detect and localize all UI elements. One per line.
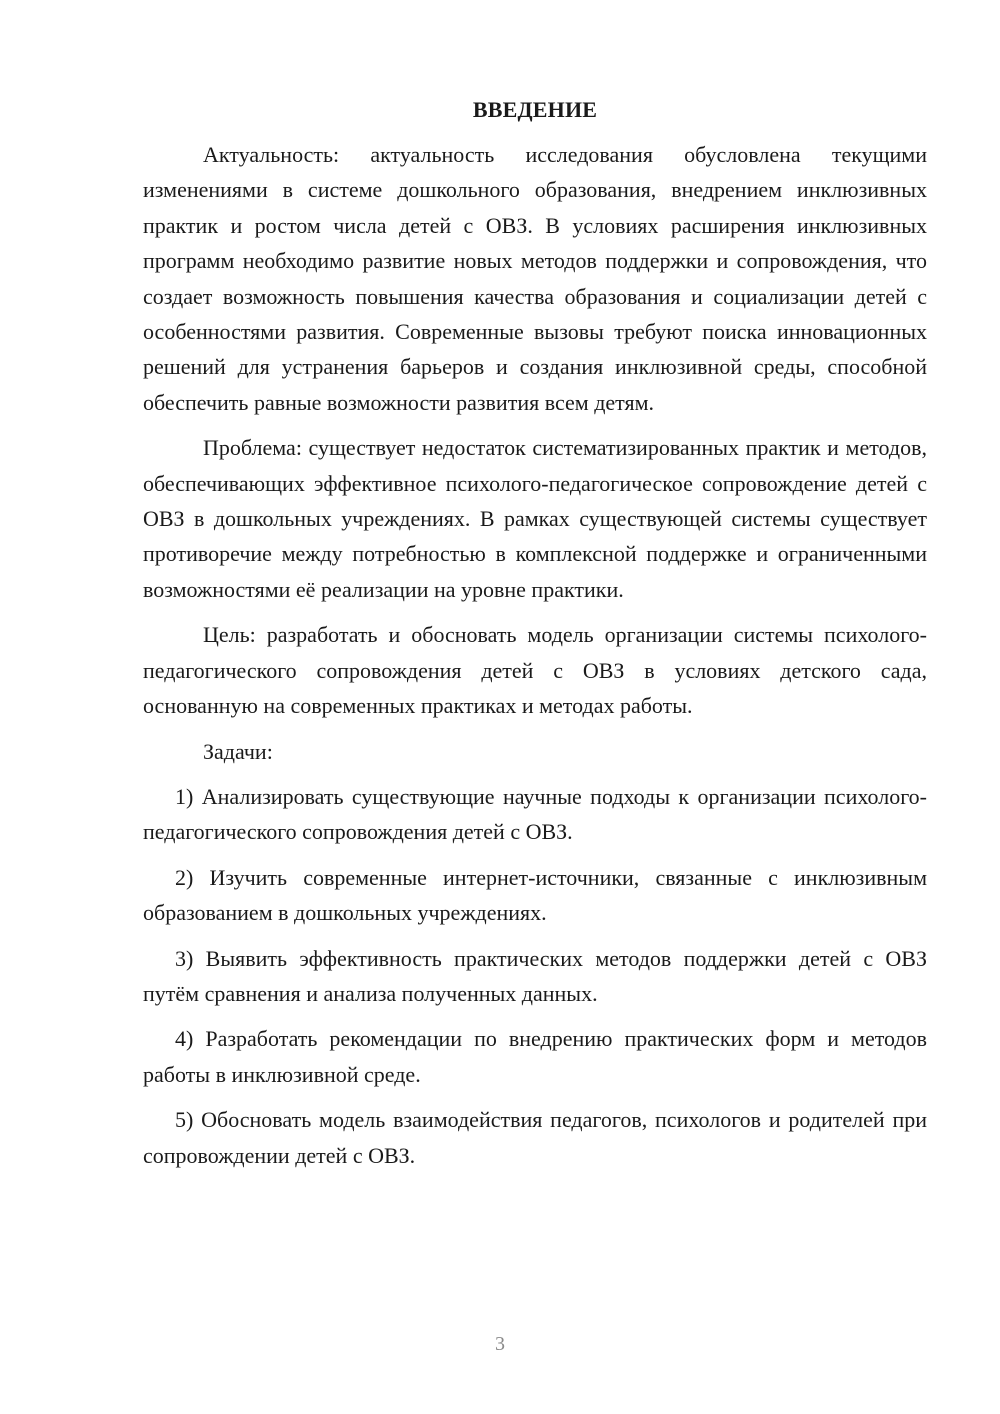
tasks-label: Задачи: [203,738,273,764]
paragraph-goal: Цель: разработать и обосновать модель организации системы психолого-педагогического сопровождения детей с ОВЗ в условиях детского сада, основанную на современных практиках и методах работы. [143,622,927,719]
page-number: 3 [495,1333,505,1355]
paragraph-relevance: Актуальность: актуальность исследования обусловлена текущими изменениями в системе дошкольного образования, внедрением инклюзивных практик и ростом числа детей с ОВЗ. В условиях расширения инклюзивных программ необходимо развитие новых методов поддержки и сопровождения, что создает возможность повышения качества образования и социализации детей с особенностями развития. Современные вызовы требуют поиска инновационных решений для устранения барьеров и создания инклюзивной среды, способной обеспечить равные возможности развития всем детям. [143,142,927,415]
document-page [143,92,927,1173]
task-item-1: 1) Анализировать существующие научные подходы к организации психолого-педагогического сопровождения детей с ОВЗ. [143,783,927,845]
task-item-4: 4) Разработать рекомендации по внедрению практических форм и методов работы в инклюзивной среде. [143,1026,927,1087]
paragraph-problem: Проблема: существует недостаток систематизированных практик и методов, обеспечивающих эффективное психолого-педагогическое сопровождение детей с ОВЗ в дошкольных учреждениях. В рамках существующей системы существует противоречие между потребностью в комплексной поддержке и ограниченными возможностями её реализации на уровне практики. [143,435,927,602]
task-item-2: 2) Изучить современные интернет-источники, связанные с инклюзивным образованием в дошкольных учреждениях. [143,864,927,926]
page-title: ВВЕДЕНИЕ [472,97,598,122]
task-item-5: 5) Обосновать модель взаимодействия педагогов, психологов и родителей при сопровождении детей с ОВЗ. [143,1107,927,1168]
task-item-3: 3) Выявить эффективность практических методов поддержки детей с ОВЗ путём сравнения и анализа полученных данных. [143,945,927,1006]
